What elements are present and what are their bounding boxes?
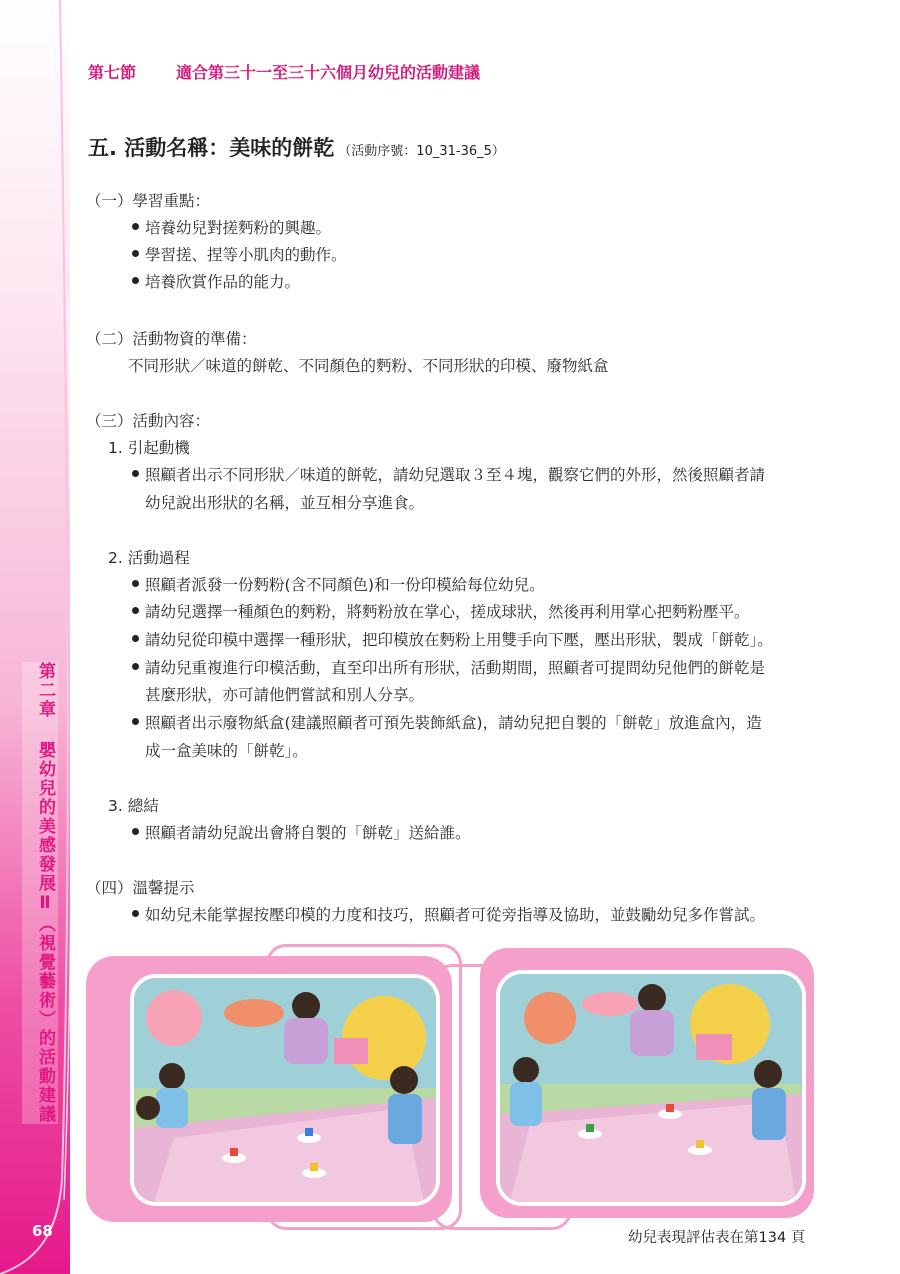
step-bullet-continued: 甚麼形狀，亦可請他們嘗試和別人分享。 [145,686,425,704]
learning-focus-item: 培養幼兒對搓麪粉的興趣。 [132,217,331,239]
step-title: 2. 活動過程 [108,549,190,567]
section-header [88,60,480,83]
step-bullet-continued: 幼兒說出形狀的名稱，並互相分享進食。 [145,494,425,512]
step-bullet-continued: 成一盒美味的「餅乾」。 [145,742,308,760]
step-bullet: 照顧者出示廢物紙盒(建議照顧者可預先裝飾紙盒)，請幼兒把自製的「餅乾」放進盒內，造 [132,712,762,734]
step-bullet: 照顧者請幼兒說出會將自製的「餅乾」送給誰。 [132,822,471,844]
step-bullet: 照顧者出示不同形狀／味道的餅乾，請幼兒選取３至４塊，觀察它們的外形，然後照顧者請 [132,464,765,486]
section-title: 適合第三十一至三十六個月幼兒的活動建議 [176,63,481,82]
materials-text: 不同形狀／味道的餅乾、不同顏色的麪粉、不同形狀的印模、廢物紙盒 [128,357,609,375]
learning-focus-item: 培養欣賞作品的能力。 [132,271,300,293]
tips-heading: （四）溫馨提示 [86,879,195,897]
activity-serial: （活動序號：10_31-36_5） [338,144,505,159]
photo-frame-right [480,948,814,1218]
step-bullet: 照顧者派發一份麪粉(含不同顏色)和一份印模給每位幼兒。 [132,574,545,596]
materials-heading: （二）活動物資的準備： [86,330,257,348]
activity-title [88,132,505,162]
classroom-photo-left [130,974,440,1206]
photo-frame-left [86,956,452,1222]
classroom-photo-right [496,970,806,1206]
step-bullet: 請幼兒選擇一種顏色的麪粉，將麪粉放在掌心，搓成球狀，然後再利用掌心把麪粉壓平。 [132,601,750,623]
classroom-photo-right-illustration [500,974,802,1202]
step-title: 3. 總結 [108,797,159,815]
step-title: 1. 引起動機 [108,439,190,457]
assessment-page-note: 幼兒表現評估表在第134 頁 [628,1230,806,1246]
activity-name: 五. 活動名稱：美味的餅乾 [88,136,335,160]
step-bullet: 請幼兒從印模中選擇一種形狀，把印模放在麪粉上用雙手向下壓，壓出形狀，製成「餅乾」。 [132,629,773,651]
page-number: 68 [32,1222,53,1240]
step-bullet: 請幼兒重複進行印模活動，直至印出所有形狀，活動期間，照顧者可提問幼兒他們的餅乾是 [132,657,765,679]
tips-bullet: 如幼兒未能掌握按壓印模的力度和技巧，照顧者可從旁指導及協助，並鼓勵幼兒多作嘗試。 [132,904,765,926]
learning-focus-item: 學習搓、捏等小肌肉的動作。 [132,244,347,266]
chapter-title: 第二章 嬰幼兒的美感發展Ⅱ（視覺藝術）的活動建議 [22,662,58,1124]
section-label: 第七節 [88,63,137,82]
content-heading: （三）活動內容： [86,412,211,430]
learning-focus-heading: （一）學習重點： [86,192,211,210]
classroom-photo-left-illustration [134,978,436,1202]
